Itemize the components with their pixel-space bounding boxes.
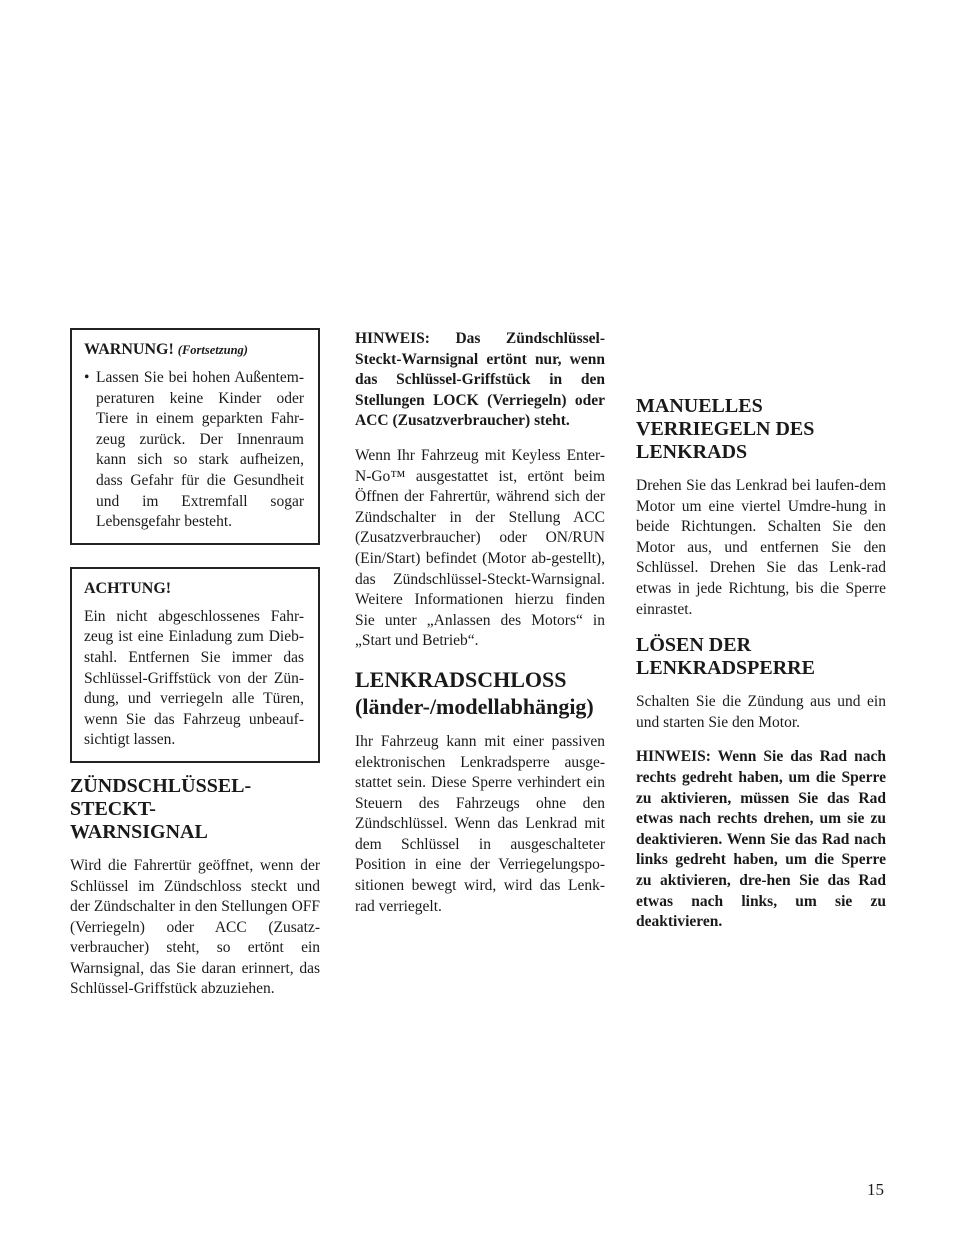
caution-box	[70, 567, 320, 763]
caution-text: Ein nicht abgeschlossenes Fahr-zeug ist eine Einladung zum Dieb-stahl. Entfernen Sie immer das Schlüssel-Griffstück von der Zün-dung, und verriegeln alle Türen, wenn Sie das Fahrzeug unbeauf-sichtigt lassen.	[84, 607, 304, 749]
key-warning-note: HINWEIS: Das Zündschlüssel-Steckt-Warnsignal ertönt nur, wenn das Schlüssel-Griffstück in den Stellungen LOCK (Verriegeln) oder ACC (Zusatzverbraucher) steht.	[355, 330, 605, 430]
warning-bullet-text: Lassen Sie bei hohen Außentem-peraturen keine Kinder oder Tiere in einem geparkten Fahr-zeug zurück. Der Innenraum kann sich so stark aufheizen, dass Gefahr für die Gesundheit und im Extremfall sogar Lebensgefahr besteht.	[96, 369, 304, 531]
warning-title: WARNUNG! (Fortsetzung)	[84, 341, 248, 358]
heading-manual-lock: MANUELLES VERRIEGELN DES LENKRADS	[636, 395, 815, 463]
bullet-icon: •	[84, 369, 90, 386]
page-number: 15	[867, 1180, 884, 1199]
release-lock-note: HINWEIS: Wenn Sie das Rad nach rechts gedreht haben, um die Sperre zu aktivieren, müssen Sie das Rad etwas nach rechts drehen, um sie zu deaktivieren. Wenn Sie das Rad nach links gedreht haben, um die Sperre zu aktivieren, dre-hen Sie das Rad etwas nach links, um sie zu deaktivieren.	[636, 748, 886, 931]
heading-key-warning: ZÜNDSCHLÜSSEL-STECKT-WARNSIGNAL	[70, 774, 252, 843]
column-1	[70, 328, 320, 998]
warning-subtitle: (Fortsetzung)	[177, 343, 248, 357]
key-warning-para2: Wenn Ihr Fahrzeug mit Keyless Enter-N-Go™ ausgestattet ist, ertönt beim Öffnen der Fahrertür, während sich der Zündschalter in der Stellung ACC (Zusatzverbraucher) oder ON/RUN (Ein/Start) befindet (Motor ab-gestellt), das Zündschlüssel-Steckt-Warnsignal. Weitere Informationen hierzu finden Sie unter „Anlassen des Motors“ in „Start und Betrieb“.	[355, 446, 605, 650]
manual-lock-para: Drehen Sie das Lenkrad bei laufen-dem Motor um eine viertel Umdre-hung in beide Richtungen. Schalten Sie den Motor aus, und entfernen Sie den Schlüssel. Drehen Sie das Lenk-rad etwas in jede Richtung, bis die Sperre einrastet.	[636, 477, 886, 618]
release-lock-para: Schalten Sie die Zündung aus und ein und starten Sie den Motor.	[636, 693, 886, 731]
column-3	[636, 329, 886, 947]
key-warning-para1: Wird die Fahrertür geöffnet, wenn der Schlüssel im Zündschloss steckt und der Zündschalter in den Stellungen OFF (Verriegeln) oder ACC (Zusatz-verbraucher) steht, so ertönt ein Warnsignal, das Sie daran erinnert, das Schlüssel-Griffstück abzuziehen.	[70, 856, 320, 998]
warning-bullet	[84, 368, 304, 533]
caution-title: ACHTUNG!	[84, 579, 172, 597]
steering-lock-para: Ihr Fahrzeug kann mit einer passiven elektronischen Lenkradsperre ausge-stattet sein. Diese Sperre verhindert ein Steuern des Fahrzeugs ohne den Zündschlüssel. Wenn das Lenkrad mit dem Schlüssel in ausgeschalteter Position in eine der Verriegelungspo-sitionen bewegt wird, wird das Lenk-rad verriegelt.	[355, 732, 605, 915]
warning-box	[70, 328, 320, 545]
heading-steering-lock: LENKRADSCHLOSS (länder-/modellabhängig)	[355, 666, 594, 719]
heading-release-lock: LÖSEN DER LENKRADSPERRE	[636, 634, 815, 680]
column-2	[355, 329, 605, 915]
